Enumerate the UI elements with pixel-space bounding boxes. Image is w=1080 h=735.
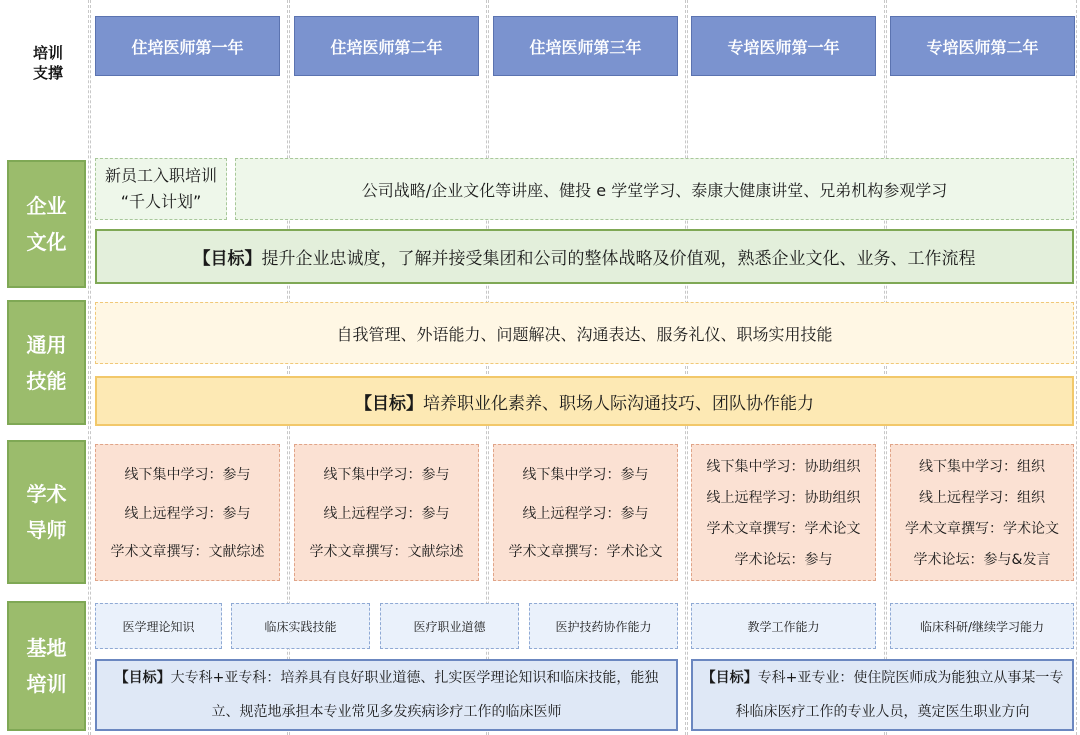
row-label-base-training	[7, 601, 86, 731]
academic-item: 学术文章撰写：文献综述	[309, 544, 464, 561]
row-label-corporate-culture-line1: 企业	[26, 194, 67, 218]
base-goal-specialist-tag: 【目标】	[701, 670, 758, 686]
academic-item: 线下集中学习：参与	[124, 466, 251, 483]
row-label-general-skills	[7, 300, 86, 425]
row-label-academic-mentor	[7, 440, 86, 584]
corner-label-line2: 支撑	[32, 64, 63, 82]
competency-collaboration: 医护技药协作能力	[529, 603, 678, 649]
competency-medical-ethics: 医疗职业道德	[380, 603, 519, 649]
corner-label	[18, 38, 78, 88]
culture-activities-box	[235, 158, 1074, 220]
academic-item: 学术论坛：参与&发言	[913, 552, 1051, 568]
header-specialist-year-2: 专培医师第二年	[890, 16, 1075, 76]
academic-item: 学术文章撰写：文献综述	[110, 544, 265, 561]
competency-clinical-skills: 临床实践技能	[231, 603, 370, 649]
base-goal-resident-box	[95, 659, 678, 731]
skills-goal-text: 培养职业化素养、职场人际沟通技巧、团队协作能力	[423, 393, 814, 414]
academic-item: 线下集中学习：参与	[522, 466, 649, 483]
culture-activities-text: 公司战略/企业文化等讲座、健投 e 学堂学习、泰康大健康讲堂、兄弟机构参观学习	[361, 180, 948, 200]
row-label-general-skills-line1: 通用	[26, 332, 67, 357]
academic-item: 线上远程学习：参与	[124, 505, 251, 522]
onboarding-training-box	[95, 158, 227, 220]
thousand-people-plan: “千人计划”	[120, 192, 202, 211]
header-resident-year-3: 住培医师第三年	[493, 16, 678, 76]
culture-goal-box	[95, 229, 1074, 284]
academic-item: 线上远程学习：参与	[522, 505, 649, 522]
general-skills-text: 自我管理、外语能力、问题解决、沟通表达、服务礼仪、职场实用技能	[336, 324, 833, 344]
academic-item: 线下集中学习：参与	[323, 466, 450, 483]
academic-item: 学术论坛：参与	[734, 552, 833, 568]
academic-plan-specialist-year-1	[691, 444, 876, 581]
header-specialist-year-1: 专培医师第一年	[691, 16, 876, 76]
row-label-academic-mentor-line1: 学术	[26, 482, 67, 506]
row-label-academic-mentor-line2: 导师	[26, 518, 67, 542]
competency-research: 临床科研/继续学习能力	[890, 603, 1074, 649]
competency-teaching: 教学工作能力	[691, 603, 876, 649]
academic-item: 线下集中学习：组织	[919, 459, 1045, 475]
header-resident-year-1: 住培医师第一年	[95, 16, 280, 76]
base-goal-specialist-box	[691, 659, 1074, 731]
academic-plan-resident-year-3	[493, 444, 678, 581]
row-label-base-training-line1: 基地	[26, 636, 67, 660]
base-goal-resident-text: 大专科+亚专科：培养具有良好职业道德、扎实医学理论知识和临床技能，能独立、规范地承担本专业常见多发疾病诊疗工作的临床医师	[170, 670, 659, 720]
academic-item: 线下集中学习：协助组织	[706, 459, 861, 475]
academic-item: 学术文章撰写：学术论文	[905, 521, 1059, 537]
row-label-corporate-culture	[7, 160, 86, 288]
skills-goal-box	[95, 376, 1074, 426]
row-label-general-skills-line2: 技能	[26, 368, 67, 393]
academic-plan-resident-year-1	[95, 444, 280, 581]
academic-item: 学术文章撰写：学术论文	[706, 521, 861, 537]
academic-plan-specialist-year-2	[890, 444, 1074, 581]
academic-item: 学术文章撰写：学术论文	[508, 544, 663, 561]
base-goal-specialist-text: 专科+亚专业：使住院医师成为能独立从事某一专科临床医疗工作的专业人员，奠定医生职业方向	[735, 670, 1064, 720]
onboarding-training-title: 新员工入职培训	[104, 166, 217, 185]
academic-item: 线上远程学习：参与	[323, 505, 450, 522]
header-resident-year-2: 住培医师第二年	[294, 16, 479, 76]
academic-plan-resident-year-2	[294, 444, 479, 581]
academic-item: 线上远程学习：组织	[919, 490, 1045, 506]
base-goal-resident-tag: 【目标】	[114, 670, 171, 686]
culture-goal-tag: 【目标】	[193, 249, 262, 269]
general-skills-box	[95, 302, 1074, 364]
row-label-base-training-line2: 培训	[26, 672, 67, 696]
row-label-corporate-culture-line2: 文化	[26, 230, 67, 254]
academic-item: 线上远程学习：协助组织	[706, 490, 861, 506]
skills-goal-tag: 【目标】	[355, 393, 423, 414]
culture-goal-text: 提升企业忠诚度，了解并接受集团和公司的整体战略及价值观，熟悉企业文化、业务、工作流程	[261, 249, 976, 269]
competency-medical-theory: 医学理论知识	[95, 603, 222, 649]
corner-label-line1: 培训	[32, 44, 63, 62]
